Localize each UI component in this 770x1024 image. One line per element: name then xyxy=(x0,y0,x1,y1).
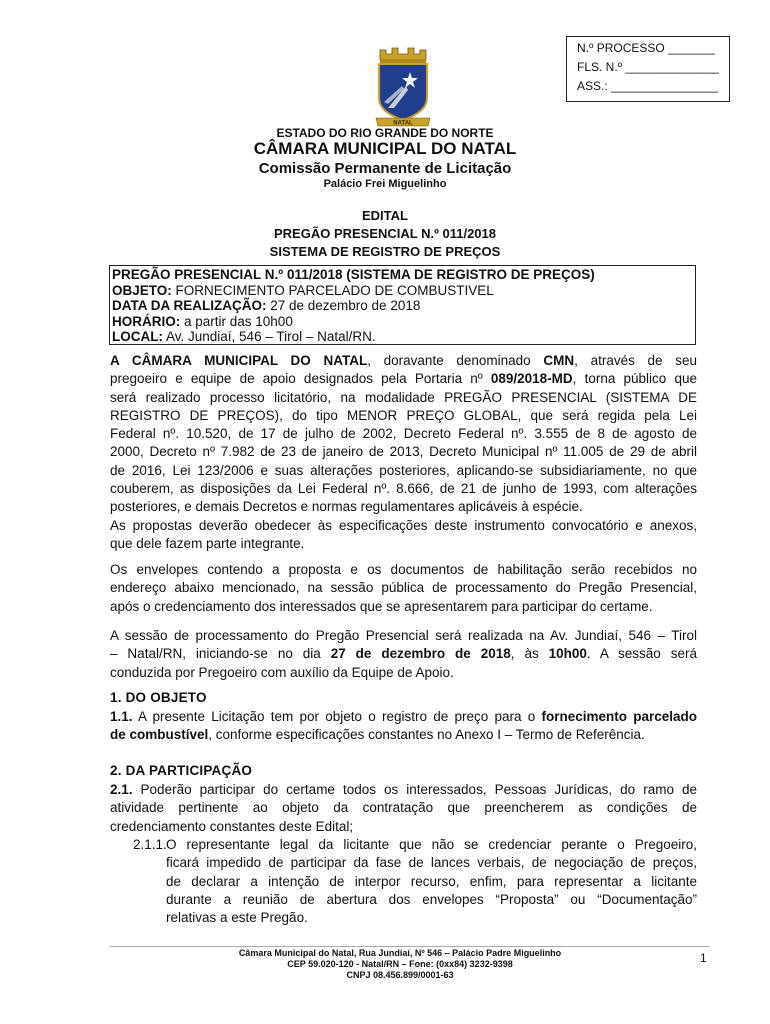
section-2-title: 2. DA PARTICIPAÇÃO xyxy=(110,763,253,778)
palace-subheading: Palácio Frei Miguelinho xyxy=(323,178,447,190)
process-number-field: N.º PROCESSO _______ xyxy=(577,41,715,55)
process-box xyxy=(566,36,730,102)
section-1-title: 1. DO OBJETO xyxy=(110,690,207,705)
summary-data: DATA DA REALIZAÇÃO: 27 de dezembro de 2018 xyxy=(112,298,421,313)
intro-paragraph: A CÂMARA MUNICIPAL DO NATAL, doravante denominado CMN, através de seu pregoeiro e equipe de apoio designados pela Portaria nº 089/2018-MD, torna público que será realizado processo licitatório, na modalidade PREGÃO PRESENCIAL (SISTEMA DE REGISTRO DE PREÇOS), do tipo MENOR PREÇO GLOBAL, que será regida pela Lei Federal nº. 10.520, de 17 de julho de 2002, Decreto Federal nº. 3.555 de 8 de agosto de 2000, Decreto nº 7.982 de 23 de janeiro de 2013, Decreto Municipal nº 11.005 de 29 de abril de 2016, Lei 123/2006 e suas alterações posteriores, aplicando-se subsidiariamente, no que couberem, as disposições da Lei Federal nº. 8.666, de 21 de junho de 1993, com alterações posteriores, e demais Decretos e normas regulamentares aplicáveis à espécie. As propostas deverão obedecer às especificações deste instrumento convocatório e anexos, que dele fazem parte integrante. xyxy=(110,353,697,551)
city-coat-of-arms xyxy=(372,46,434,130)
footer xyxy=(0,948,770,981)
commission-heading: Comissão Permanente de Licitação xyxy=(258,160,512,177)
session-paragraph: A sessão de processamento do Pregão Presencial será realizada na Av. Jundiaí, 546 – Tirol – Natal/RN, iniciando-se no dia 27 de dezembro de 2018, às 10h00. A sessão será conduzida por Pregoeiro com auxílio da Equipe de Apoio. xyxy=(110,628,698,680)
footer-contact: CEP 59.020-120 - Natal/RN – Fone: (0xx84) 3232-9398 xyxy=(287,959,513,969)
sistema-heading: SISTEMA DE REGISTRO DE PREÇOS xyxy=(269,244,501,259)
summary-objeto: OBJETO: FORNECIMENTO PARCELADO DE COMBUSTIVEL xyxy=(112,282,494,298)
page-number: 1 xyxy=(700,951,707,965)
section-2-1-paragraph: 2.1. Poderão participar do certame todos os interessados, Pessoas Jurídicas, do ramo de atividade pertinente ao objeto da contratação que preencherem as condições de credenciamento constantes deste Edital; xyxy=(110,782,697,834)
emblem-motto: NATAL xyxy=(393,120,413,127)
signature-field: ASS.: ________________ xyxy=(577,79,718,93)
footer-cnpj: CNPJ 08.456.899/0001-63 xyxy=(346,970,454,980)
state-heading: ESTADO DO RIO GRANDE DO NORTE xyxy=(276,126,494,140)
edital-heading: EDITAL xyxy=(362,208,408,223)
envelopes-paragraph: Os envelopes contendo a proposta e os documentos de habilitação serão recebidos no endereço abaixo mencionado, na sessão pública de processamento do Pregão Presencial, após o credenciamento dos interessados que se apresentarem para participar do certame. xyxy=(110,562,697,614)
pregao-heading: PREGÃO PRESENCIAL N.º 011/2018 xyxy=(274,226,496,241)
summary-local: LOCAL: Av. Jundiaí, 546 – Tirol – Natal/RN. xyxy=(112,329,376,344)
section-2-1-1-paragraph: 2.1.1. O representante legal da licitante que não se credenciar perante o Pregoeiro, ficará impedido de participar da fase de lances verbais, de negociação de preços, de declarar a intenção de interpor recurso, enfim, para representar a licitante durante a reunião de abertura dos envelopes “Proposta” ou “Documentação” relativas a este Pregão. xyxy=(133,837,697,926)
subsection-number: 2.1.1. xyxy=(133,837,167,852)
sheet-number-field: FLS. N.º ______________ xyxy=(577,60,719,74)
summary-title: PREGÃO PRESENCIAL N.º 011/2018 (SISTEMA DE REGISTRO DE PREÇOS) xyxy=(112,267,595,282)
footer-address: Câmara Municipal do Natal, Rua Jundiaí, Nº 546 – Palácio Padre Miguelinho xyxy=(238,948,562,958)
chamber-heading: CÂMARA MUNICIPAL DO NATAL xyxy=(253,139,517,158)
section-1-1-paragraph: 1.1. A presente Licitação tem por objeto o registro de preço para o fornecimento parcelado de combustível, conforme especificações constantes no Anexo I – Termo de Referência. xyxy=(110,709,697,743)
document-title xyxy=(0,207,770,261)
footer-divider xyxy=(110,946,710,947)
summary-box xyxy=(109,265,696,345)
summary-horario: HORÁRIO: a partir das 10h00 xyxy=(112,313,293,329)
